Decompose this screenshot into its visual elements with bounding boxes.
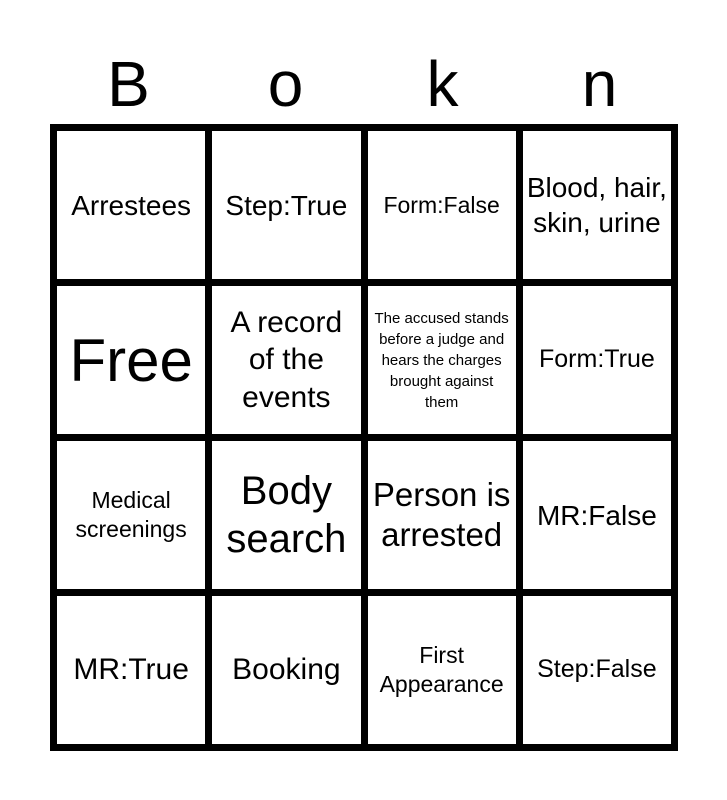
- bingo-header: [50, 48, 678, 120]
- bingo-cell-r1c2[interactable]: [212, 131, 360, 279]
- free-space: Free: [69, 326, 193, 394]
- bingo-cell-r2c2[interactable]: [212, 286, 360, 434]
- bingo-cell-r3c2[interactable]: [212, 441, 360, 589]
- cell-text: Form:True: [539, 345, 655, 374]
- header-letter-1: B: [107, 48, 150, 120]
- cell-text: Person is arrested: [372, 475, 511, 553]
- cell-text: MR:False: [536, 499, 657, 531]
- bingo-cell-r4c2[interactable]: [212, 596, 360, 744]
- bingo-cell-r3c1[interactable]: [57, 441, 205, 589]
- cell-text: Blood, hair, skin, urine: [526, 172, 667, 238]
- bingo-cell-r2c3[interactable]: [368, 286, 516, 434]
- cell-text: Booking: [232, 653, 341, 687]
- bingo-cell-r1c3[interactable]: [368, 131, 516, 279]
- bingo-cell-r4c4[interactable]: [523, 596, 671, 744]
- bingo-cell-r2c4[interactable]: [523, 286, 671, 434]
- bingo-cell-r4c1[interactable]: [57, 596, 205, 744]
- cell-text: Medical screenings: [75, 487, 187, 542]
- cell-text: Form:False: [383, 191, 500, 218]
- cell-text: The accused stands before a judge and hears the charges brought against them: [374, 309, 509, 411]
- cell-text: Step:True: [225, 189, 348, 221]
- bingo-cell-r2c1[interactable]: [57, 286, 205, 434]
- cell-text: Step:False: [537, 655, 657, 684]
- cell-text: First Appearance: [379, 642, 504, 697]
- cell-text: Body search: [226, 469, 347, 561]
- bingo-cell-r1c4[interactable]: [523, 131, 671, 279]
- header-letter-3: k: [426, 48, 459, 120]
- cell-text: MR:True: [73, 653, 189, 687]
- header-letter-4: n: [581, 48, 618, 120]
- header-letter-2: o: [267, 48, 304, 120]
- cell-text: Arrestees: [71, 189, 192, 221]
- bingo-cell-r4c3[interactable]: [368, 596, 516, 744]
- bingo-cell-r3c4[interactable]: [523, 441, 671, 589]
- bingo-cell-r1c1[interactable]: [57, 131, 205, 279]
- bingo-cell-r3c3[interactable]: [368, 441, 516, 589]
- cell-text: A record of the events: [230, 305, 343, 414]
- bingo-board: [50, 124, 678, 751]
